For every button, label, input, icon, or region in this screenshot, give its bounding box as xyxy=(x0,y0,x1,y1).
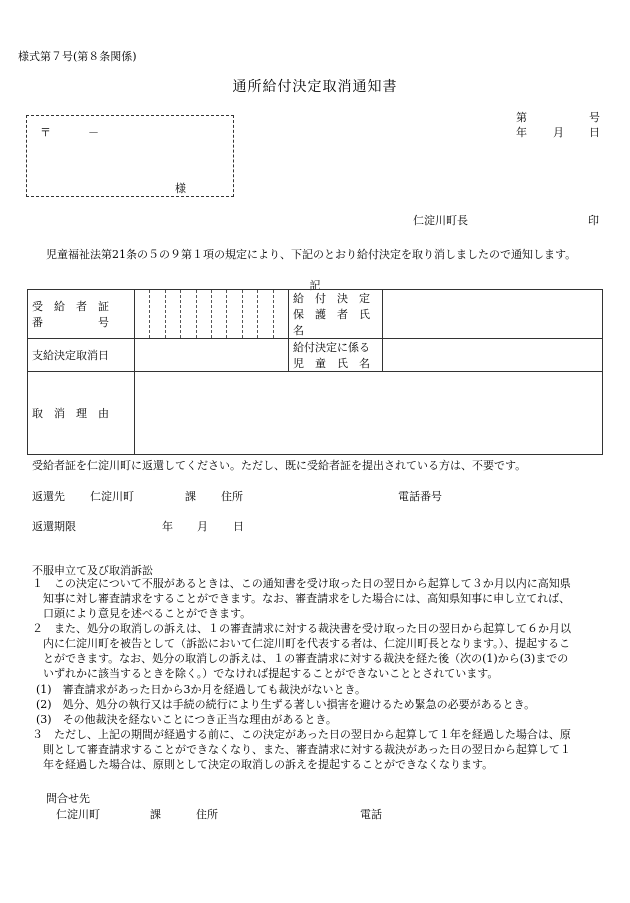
cancel-date-label: 支給決定取消日 xyxy=(28,339,135,372)
reason-label: 取 消 理 由 xyxy=(28,372,135,455)
appeal-line: １ この決定について不服があるときは、この通知書を受け取った日の翌日から起算して３か月以内に高知県 xyxy=(32,577,571,590)
deadline-month: 月 xyxy=(197,520,208,533)
postal-mark: 〒 xyxy=(40,126,51,139)
appeal-heading: 不服申立て及び取消訴訟 xyxy=(32,564,153,577)
ki-heading: 記 xyxy=(309,279,321,292)
return-deadline-label: 返還期限 xyxy=(32,520,76,533)
appeal-line: ３ ただし、上記の期間が経過する前に、この決定があった日の翌日から起算して１年を経過した場合は、原 xyxy=(32,728,571,741)
doc-number-suffix: 号 xyxy=(589,111,600,124)
table-row xyxy=(28,372,603,455)
contact-phone: 電話 xyxy=(360,808,382,821)
appeal-line: (1) 審査請求があった日から3か月を経過しても裁決がないとき。 xyxy=(36,683,367,696)
recipient-no-cell[interactable] xyxy=(135,290,289,339)
cancel-date-cell[interactable] xyxy=(135,339,289,372)
appeal-line: 年を経過した場合は、原則として決定の取消しの訴えを提起することができなくなります。 xyxy=(32,758,494,771)
doc-number-label: 第 xyxy=(516,111,527,124)
return-phone: 電話番号 xyxy=(398,490,442,503)
date-day-label: 日 xyxy=(589,126,600,139)
return-section: 課 xyxy=(185,490,196,503)
deadline-day: 日 xyxy=(233,520,244,533)
appeal-line: いずれかに該当するときを除く。）でなければ提起することができないこととされています。 xyxy=(32,667,499,680)
intro-text: 児童福祉法第21条の５の９第１項の規定により、下記のとおり給付決定を取り消しましたので通知します。 xyxy=(46,248,577,261)
appeal-line: 内に仁淀川町を被告として（訴訟において仁淀川町を代表する者は、仁淀川町長となります。）、提起するこ xyxy=(32,637,571,650)
issuer-name: 仁淀川町長 xyxy=(413,214,468,227)
appeal-line: (3) その他裁決を経ないことにつき正当な理由があるとき。 xyxy=(36,713,337,726)
date-month-label: 月 xyxy=(553,126,564,139)
honorific: 様 xyxy=(175,182,186,195)
return-notice: 受給者証を仁淀川町に返還してください。ただし、既に受給者証を提出されている方は、不要です。 xyxy=(32,459,527,472)
postal-dash: － xyxy=(88,126,99,139)
contact-section: 課 xyxy=(150,808,161,821)
info-table xyxy=(27,289,603,455)
return-address: 住所 xyxy=(221,490,243,503)
appeal-line: (2) 処分、処分の執行又は手続の続行により生ずる著しい損害を避けるため緊急の必要があるとき。 xyxy=(36,698,536,711)
contact-address: 住所 xyxy=(196,808,218,821)
seal-mark: 印 xyxy=(588,214,599,227)
address-box xyxy=(26,115,234,197)
return-dest-label: 返還先 xyxy=(32,490,65,503)
child-label: 給付決定に係る 児 童 氏 名 xyxy=(289,339,383,372)
reason-cell[interactable] xyxy=(135,372,603,455)
contact-town: 仁淀川町 xyxy=(56,808,100,821)
appeal-line: とができます。なお、処分の取消しの訴えは、１の審査請求に対する裁決を経た後（次の(1)から(3)までの xyxy=(32,652,569,665)
guardian-name-cell[interactable] xyxy=(383,290,603,339)
document-title: 通所給付決定取消通知書 xyxy=(232,79,398,95)
digit-boxes xyxy=(135,290,288,338)
appeal-line: 口頭により意見を述べることができます。 xyxy=(32,607,252,620)
table-row xyxy=(28,339,603,372)
table-row xyxy=(28,290,603,339)
appeal-line: 知事に対し審査請求をすることができます。なお、審査請求をした場合には、高知県知事に申し立てれば、 xyxy=(32,592,571,605)
form-number: 様式第７号(第８条関係) xyxy=(18,50,137,63)
date-year-label: 年 xyxy=(516,126,527,139)
deadline-year: 年 xyxy=(162,520,173,533)
appeal-line: ２ また、処分の取消しの訴えは、１の審査請求に対する裁決書を受け取った日の翌日から起算して６か月以 xyxy=(32,622,571,635)
recipient-no-label: 受 給 者 証 番 号 xyxy=(28,290,135,339)
contact-label: 問合せ先 xyxy=(46,792,90,805)
return-town: 仁淀川町 xyxy=(90,490,134,503)
appeal-line: 則として審査請求することができなくなり、また、審査請求に対する裁決があった日の翌日から起算して１ xyxy=(32,743,571,756)
child-name-cell[interactable] xyxy=(383,339,603,372)
guardian-label: 給 付 決 定 保 護 者 氏 名 xyxy=(289,290,383,339)
